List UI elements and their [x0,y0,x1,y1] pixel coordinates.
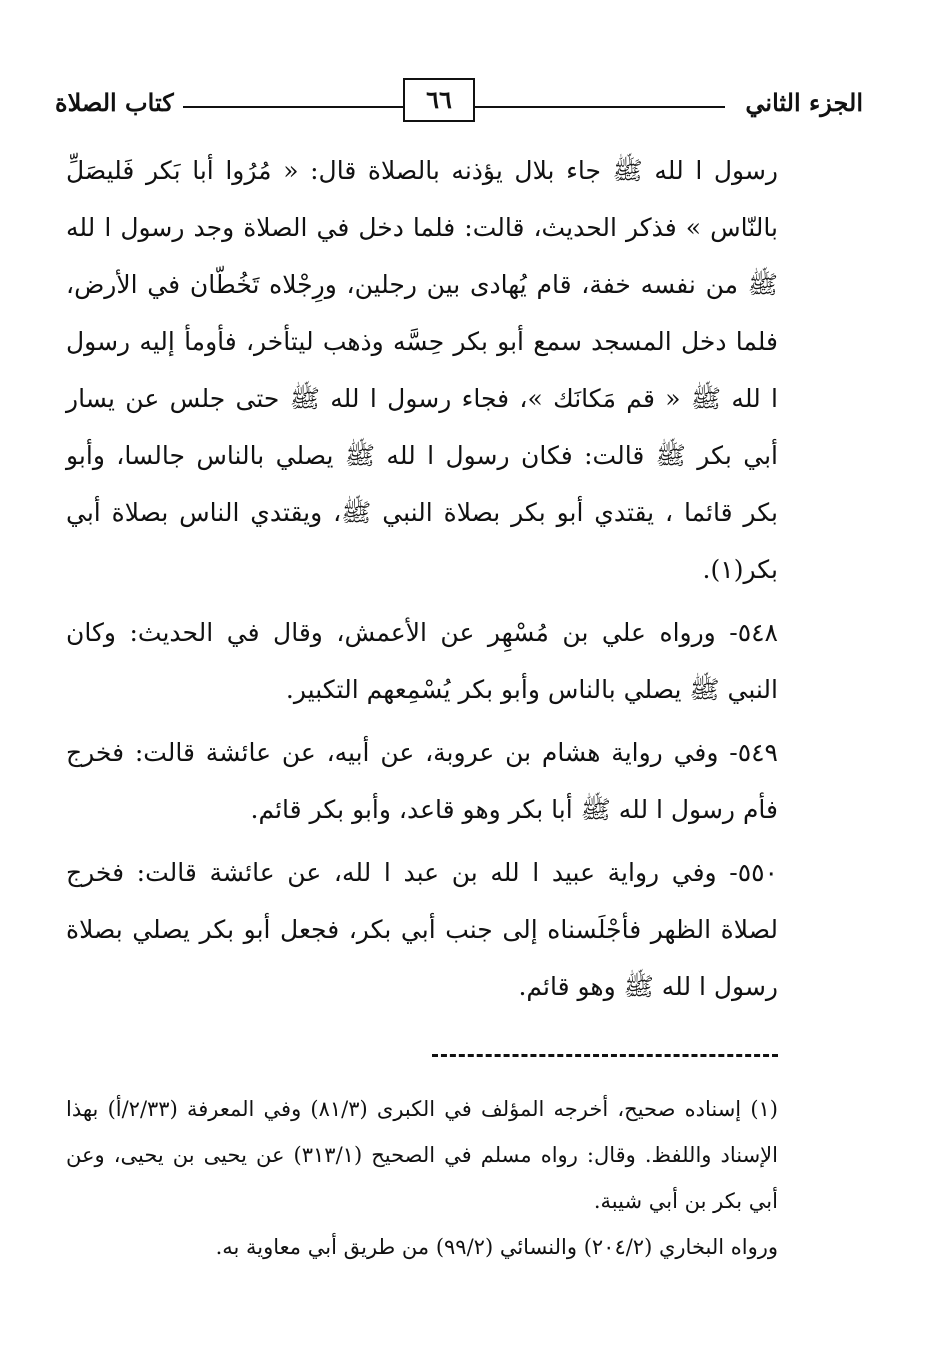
paragraph-hadith-549: ٥٤٩- وفي رواية هشام بن عروبة، عن أبيه، عن عائشة قالت: فخرج فأم رسول ا لله ﷺ أبا بكر وهو قاعد، وأبو بكر قائم. [66,738,778,824]
page-number: ٦٦ [403,78,475,122]
volume-title: الجزء الثاني [745,88,863,117]
header-rule-right [473,106,725,108]
footnote-1-continued: ورواه البخاري (٢٠٤/٢) والنسائي (٩٩/٢) من طريق أبي معاوية به. [215,1235,778,1259]
main-text [66,142,778,1015]
footnote-1: (١) إسناده صحيح، أخرجه المؤلف في الكبرى (٨١/٣) وفي المعرفة (٢/٣٣/أ) بهذا الإسناد واللفظ. وقال: رواه مسلم في الصحيح (٣١٣/١) عن يحيى بن يحيى، وعن أبي بكر بن أبي شيبة. [66,1097,778,1213]
page-header [55,74,875,126]
paragraph-hadith-550: ٥٥٠- وفي رواية عبيد ا لله بن عبد ا لله، عن عائشة قالت: فخرج لصلاة الظهر فأجْلَسناه إلى جنب أبي بكر، فجعل أبو بكر يصلي بصلاة رسول ا لله ﷺ وهو قائم. [66,858,778,1001]
footnote-separator [432,1054,778,1057]
paragraph-hadith-continuation: رسول ا لله ﷺ جاء بلال يؤذنه بالصلاة قال: « مُرُوا أبا بَكر فَليصَلِّ بالنّاس » فذكر الحديث، قالت: فلما دخل في الصلاة وجد رسول ا لله ﷺ من نفسه خفة، قام يُهادى بين رجلين، ورِجْلاه تَخُطّان في الأرض، فلما دخل المسجد سمع أبو بكر حِسَّه وذهب ليتأخر، فأومأ إليه رسول ا لله ﷺ « قم مَكانَك »، فجاء رسول ا لله ﷺ حتى جلس عن يسار أبي بكر ﷺ قالت: فكان رسول ا لله ﷺ يصلي بالناس جالسا، وأبو بكر قائما ، يقتدي أبو بكر بصلاة النبي ﷺ، ويقتدي الناس بصلاة أبي بكر(١). [66,156,778,584]
header-rule-left [183,106,403,108]
book-title: كتاب الصلاة [55,88,174,117]
paragraph-hadith-548: ٥٤٨- ورواه علي بن مُسْهِر عن الأعمش، وقال في الحديث: وكان النبي ﷺ يصلي بالناس وأبو بكر يُسْمِعهم التكبير. [66,618,778,704]
footnotes [66,1086,778,1270]
